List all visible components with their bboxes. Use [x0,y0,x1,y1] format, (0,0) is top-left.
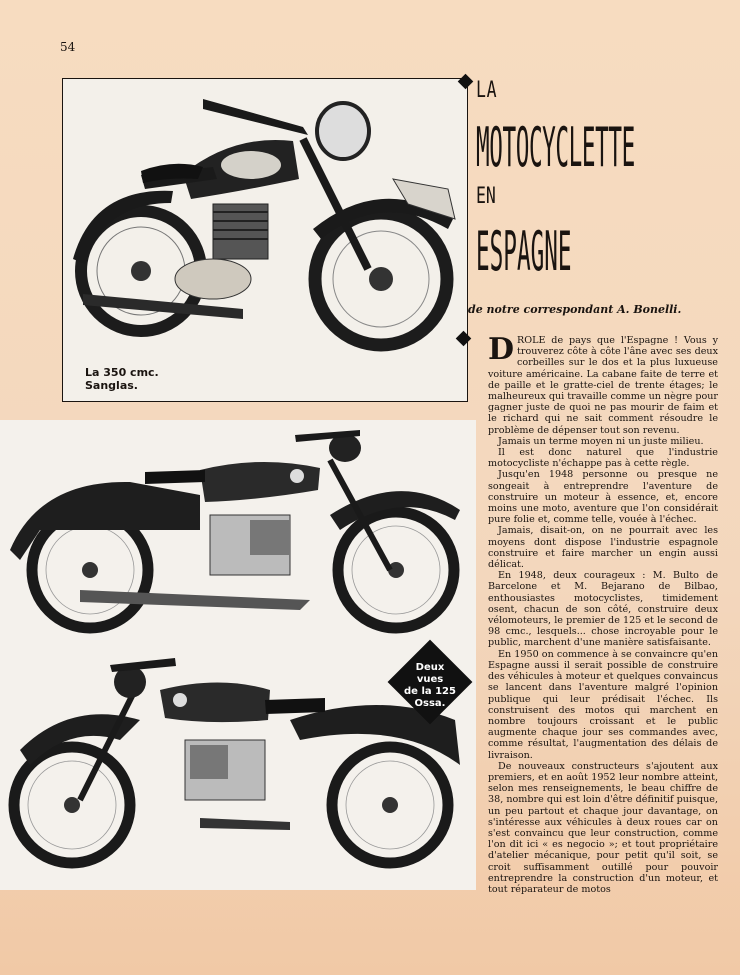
page-number: 54 [60,40,76,54]
caption-line: de la 125 [404,686,456,697]
article-paragraph: Jamais un terme moyen ni un juste milieu. [498,435,704,447]
article-paragraph: En 1950 on commence à se convaincre qu'en Espagne aussi il serait possible de construire des véhicules à moteur et quelques convaincus se lancent dans l'aventure malgré l'opinion publique qui leur prédisait l'échec. Ils construisent des motos qui marchent en nombre toujours croissant et le public augmente chaque jour ses commandes avec, comme résultat, l'augmentation des délais de livraison. [488,648,718,761]
sanglas-photo-frame [62,78,468,402]
article-paragraph: Il est donc naturel que l'industrie motocycliste n'échappe pas à cette règle. [488,447,718,470]
caption-line: vues [416,674,444,685]
drop-cap: D [488,332,515,367]
byline: de notre correspondant A. Bonelli. [468,303,682,316]
caption-line: Ossa. [414,698,446,709]
article-paragraph: En 1948, deux courageux : M. Bulto de Barcelone et M. Bejarano de Bilbao, enthousiastes motocyclistes, timidement osent, chacun de son côté, construire deux vélomoteurs, le premier de 125 et le second de 98 cmc., lesquels... chose incroyable pour le public, marchent d'une manière satisfaisante. [488,570,718,649]
caption-line: La 350 cmc. [85,366,159,379]
caption-line: Deux [415,662,445,673]
article-paragraph: De nouveaux constructeurs s'ajoutent aux premiers, et en août 1952 leur nombre atteint, selon mes renseignements, le beau chiffre de 38, nombre qui est loin d'être définitif puisque, un peu partout et chaque jour davantage, on s'intéresse aux véhicules à deux roues car on s'est convaincu que leur construction, comme l'on dit ici « es negocio »; et tout propriétaire d'atelier mécanique, pour petit qu'il soit, se croit suffisamment outillé pour pouvoir entreprendre la construction d'un moteur, et tout réparateur de motos [488,760,718,895]
title-line-en: EN [476,184,496,209]
article-paragraph: Jusqu'en 1948 personne ou presque ne songeait à entreprendre l'aventure de construire un moteur à essence, et, encore moins une moto, aventure que l'on considérait pure folie et, comme telle, vouée à l'échec. [488,469,718,526]
article-paragraph [488,332,718,436]
title-line-motocyclette: MOTOCYCLETTE [476,116,635,179]
caption-text [388,662,472,710]
sanglas-motorcycle-illustration [63,79,467,401]
article-body [488,332,718,895]
sanglas-caption [85,366,159,392]
title-line-espagne: ESPAGNE [476,220,572,283]
paragraph-text: ROLE de pays que l'Espagne ! Vous y trouverez côte à côte l'âne avec ses deux corbeilles sur le dos et la plus luxueuse voiture américaine. La cabane faite de terre et de paille et le gratte-ciel de trente étages; le malheureux qui travaille comme un nègre pour gagner juste de quoi ne pas mourir de faim et le richard qui ne sait comment résoudre le problème de dépenser tout son revenu. [488,335,718,436]
title-line-la: LA [476,78,498,103]
article-paragraph: Jamais, disait-on, on ne pourrait avec les moyens dont dispose l'industrie espagnole construire et faire marcher un engin aussi délicat. [488,525,718,571]
caption-line: Sanglas. [85,379,138,392]
ossa-caption [388,640,472,724]
